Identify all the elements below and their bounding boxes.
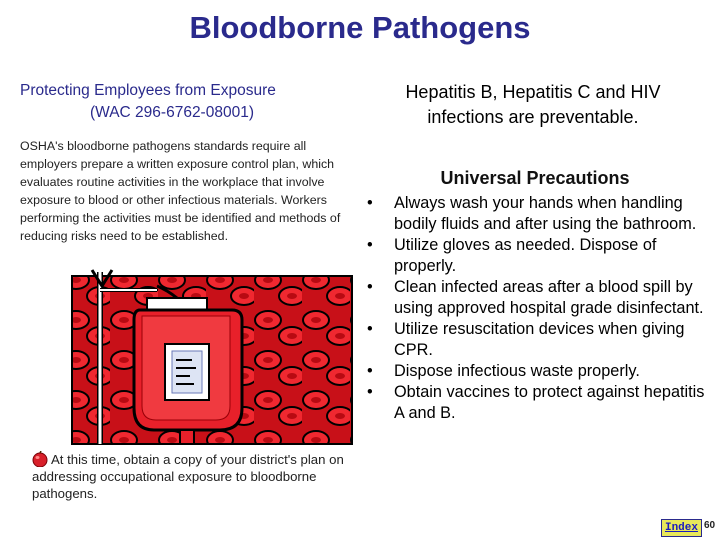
precaution-item: • Utilize gloves as needed. Dispose of properly. [362, 235, 707, 277]
apple-icon [32, 451, 48, 467]
precaution-item: • Clean infected areas after a blood spill by using approved hospital grade disinfectant. [362, 277, 707, 319]
precautions-list [362, 193, 707, 424]
precaution-item: • Always wash your hands when handling bodily fluids and after using the bathroom. [362, 193, 707, 235]
slide-title: Bloodborne Pathogens [189, 10, 531, 45]
precaution-item: • Dispose infectious waste properly. [362, 361, 707, 382]
precaution-item: • Obtain vaccines to protect against hepatitis A and B. [362, 382, 707, 424]
precaution-item: • Utilize resuscitation devices when giving CPR. [362, 319, 707, 361]
index-button[interactable]: Index [661, 519, 702, 537]
intro-paragraph: OSHA's bloodborne pathogens standards require all employers prepare a written exposure control plan, which evaluates routine activities in the workplace that involve exposure to blood or other infectious materials. Workers performing the activities must be identified and methods of reducing risks need to be established. [20, 139, 341, 243]
precautions-title: Universal Precautions [440, 168, 630, 188]
note-text: At this time, obtain a copy of your district's plan on addressing occupational exposure to bloodborne pathogens. [32, 452, 344, 501]
subhead-line-1: Protecting Employees from Exposure [20, 82, 276, 99]
subhead-line-2: (WAC 296-6762-08001) [90, 104, 254, 121]
blood-bag-clipart [62, 268, 354, 446]
district-plan-note [32, 451, 352, 502]
left-subheading [20, 80, 340, 124]
hepatitis-statement: Hepatitis B, Hepatitis C and HIV infections are preventable. [405, 82, 661, 127]
page-number: 60 [704, 520, 716, 531]
